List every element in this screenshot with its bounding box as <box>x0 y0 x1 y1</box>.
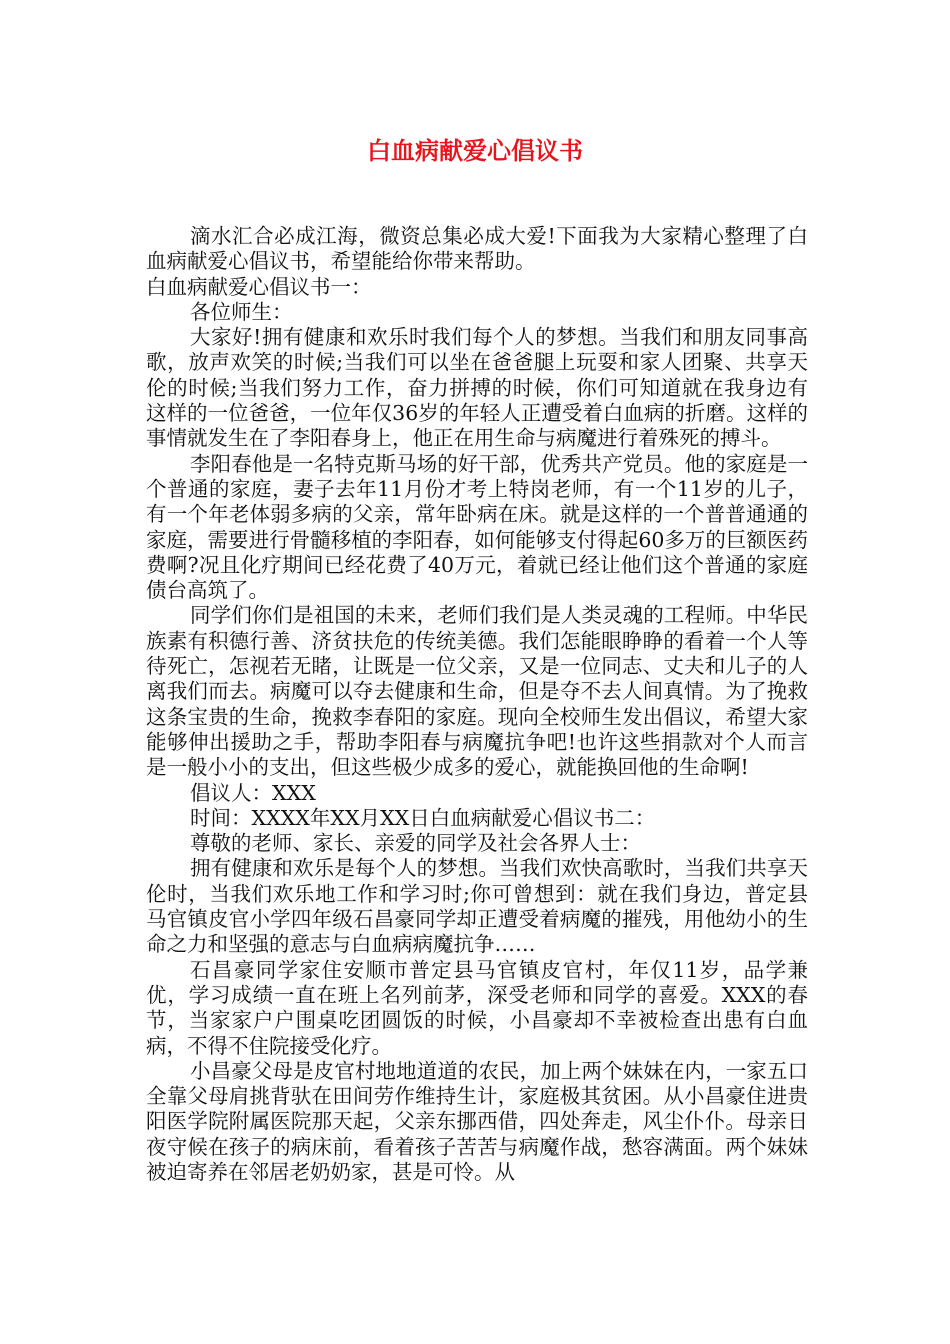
paragraph: 拥有健康和欢乐是每个人的梦想。当我们欢快高歌时，当我们共享天伦时，当我们欢乐地工作和学习时;你可曾想到：就在我们身边，普定县马官镇皮官小学四年级石昌豪同学却正遭受着病魔的摧残，用他幼小的生命之力和坚强的意志与白血病病魔抗争…… <box>146 856 808 957</box>
paragraph: 小昌豪父母是皮官村地地道道的农民，加上两个妹妹在内，一家五口全靠父母肩挑背驮在田间劳作维持生计，家庭极其贫困。从小昌豪住进贵阳医学院附属医院那天起，父亲东挪西借，四处奔走，风尘仆仆。母亲日夜守候在孩子的病床前，看着孩子苦苦与病魔作战，愁容满面。两个妹妹被迫寄养在邻居老奶奶家，甚是可怜。从 <box>146 1058 808 1184</box>
paragraph: 同学们你们是祖国的未来，老师们我们是人类灵魂的工程师。中华民族素有积德行善、济贫扶危的传统美德。我们怎能眼睁睁的看着一个人等待死亡，怎视若无睹，让既是一位父亲，又是一位同志、丈夫和儿子的人离我们而去。病魔可以夺去健康和生命，但是夺不去人间真情。为了挽救这条宝贵的生命，挽救李春阳的家庭。现向全校师生发出倡议，希望大家能够伸出援助之手，帮助李阳春与病魔抗争吧!也许这些捐款对个人而言是一般小小的支出，但这些极少成多的爱心，就能换回他的生命啊! <box>146 603 808 780</box>
paragraph: 倡议人：XXX <box>190 780 316 805</box>
paragraph: 各位师生： <box>190 299 293 324</box>
paragraph: 滴水汇合必成江海，微资总集必成大爱!下面我为大家精心整理了白血病献爱心倡议书，希望能给你带来帮助。 <box>146 224 808 274</box>
paragraph: 时间：XXXX年XX月XX日白血病献爱心倡议书二： <box>190 805 656 830</box>
document-body <box>146 224 808 1185</box>
paragraph: 白血病献爱心倡议书一： <box>146 274 372 299</box>
paragraph: 尊敬的老师、家长、亲爱的同学及社会各界人士： <box>190 831 641 856</box>
paragraph: 李阳春他是一名特克斯马场的好干部，优秀共产党员。他的家庭是一个普通的家庭，妻子去年11月份才考上特岗老师，有一个11岁的儿子，有一个年老体弱多病的父亲，常年卧病在床。就是这样的一个普普通通的家庭，需要进行骨髓移植的李阳春，如何能够支付得起60多万的巨额医药费啊?况且化疗期间已经花费了40万元，着就已经让他们这个普通的家庭债台高筑了。 <box>146 451 808 603</box>
document-title: 白血病献爱心倡议书 <box>367 137 583 165</box>
paragraph: 大家好!拥有健康和欢乐时我们每个人的梦想。当我们和朋友同事高歌，放声欢笑的时候;当我们可以坐在爸爸腿上玩耍和家人团聚、共享天伦的时候;当我们努力工作，奋力拼搏的时候，你们可知道就在我身边有这样的一位爸爸，一位年仅36岁的年轻人正遭受着白血病的折磨。这样的事情就发生在了李阳春身上，他正在用生命与病魔进行着殊死的搏斗。 <box>146 325 808 451</box>
paragraph: 石昌豪同学家住安顺市普定县马官镇皮官村，年仅11岁，品学兼优，学习成绩一直在班上名列前茅，深受老师和同学的喜爱。XXX的春节，当家家户户围桌吃团圆饭的时候，小昌豪却不幸被检查出患有白血病，不得不住院接受化疗。 <box>146 957 808 1058</box>
